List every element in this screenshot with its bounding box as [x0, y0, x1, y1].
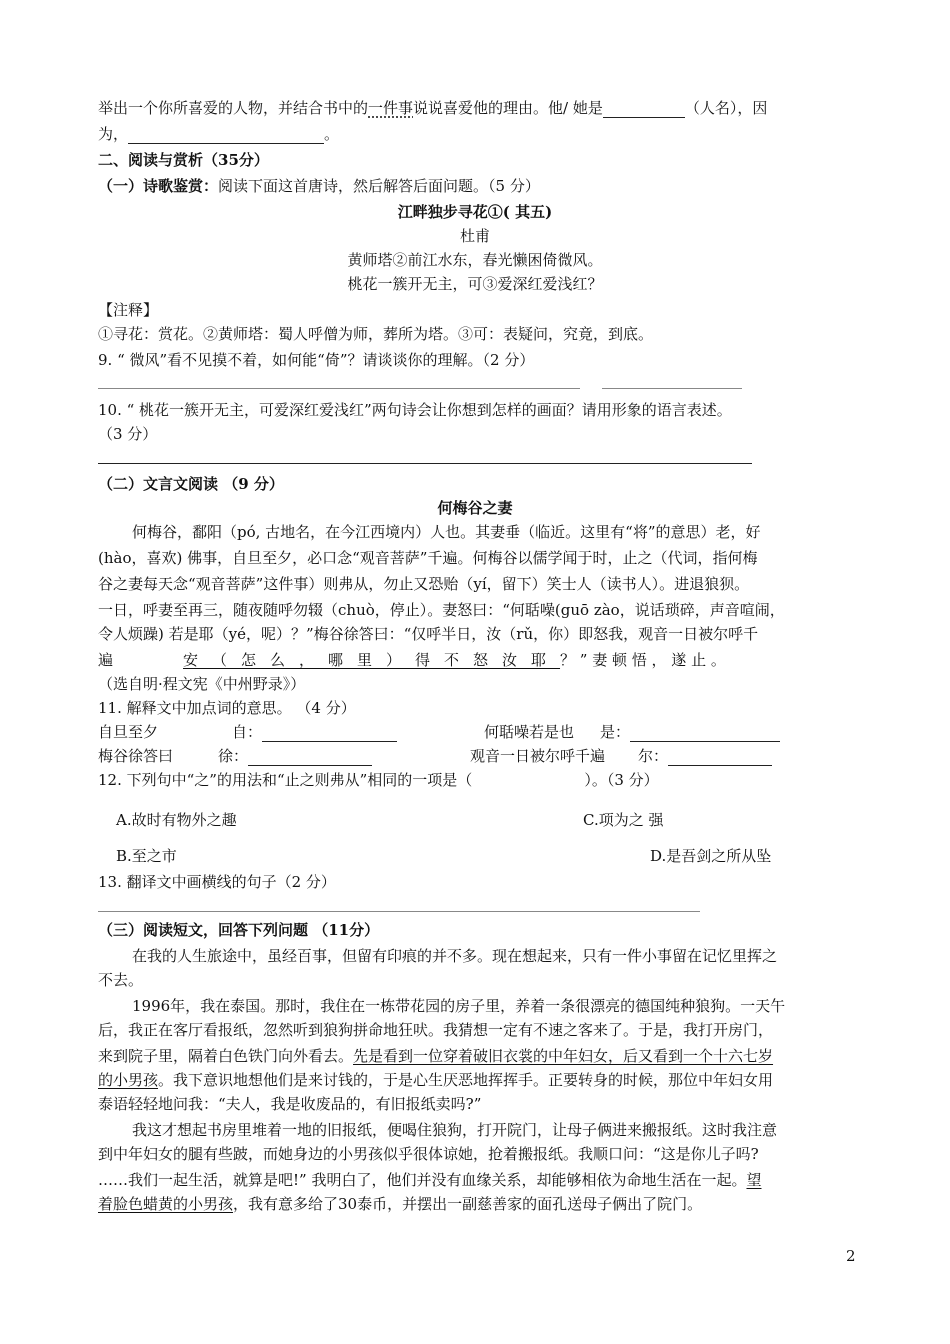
- classical-para-1: 何梅谷，鄱阳（pó, 古地名，在今江西境内）人也。其妻垂（临近。这里有“将”的意思）老，好: [132, 523, 761, 541]
- question-9: 9. “ 微风”看不见摸不着，如何能“倚”？请谈谈你的理解。（2 分）: [98, 351, 535, 369]
- modern-p3c: [98, 1170, 761, 1190]
- word-1-answer: [232, 722, 397, 742]
- label: 徐：: [218, 747, 249, 765]
- blank[interactable]: [630, 726, 780, 742]
- label: 自：: [232, 723, 263, 741]
- text: ）。（3 分）: [584, 771, 659, 789]
- answer-line-10[interactable]: [98, 463, 752, 464]
- word-1: 自旦至夕: [98, 723, 159, 741]
- option-c[interactable]: C.项为之 强: [583, 811, 664, 829]
- question-line-1: [98, 98, 767, 118]
- label: 尔：: [638, 747, 669, 765]
- modern-heading: （三）阅读短文，回答下列问题 （11分）: [98, 921, 380, 939]
- classical-para-3: 谷之妻每天念“观音菩萨”这件事）则弗从，勿止又恐贻（yí，留下）笑士人（读书人）。进退狼狈。: [98, 575, 750, 593]
- text: 。我下意识地想他们是来讨钱的，于是心生厌恶地挥挥手。正要转身的时候，那位中年妇女用: [158, 1071, 774, 1089]
- underlined-sentence: 望: [746, 1171, 762, 1189]
- classical-title: 何梅谷之妻: [437, 499, 513, 517]
- word-3: 梅谷徐答曰: [98, 747, 174, 765]
- text: ，我有意多给了30泰币，并摆出一副慈善家的面孔送母子俩出了院门。: [233, 1195, 703, 1213]
- text: 说说喜爱他的理由。他/ 她是: [413, 99, 603, 117]
- underlined-sentence: 安（怎么，哪里）得不怒汝耶: [183, 651, 561, 669]
- blank[interactable]: [262, 726, 397, 742]
- modern-p3d: [98, 1194, 702, 1214]
- poem-intro-text: 阅读下面这首唐诗，然后解答后面问题。（5 分）: [218, 177, 540, 195]
- modern-p3b: 到中年妇女的腿有些跛，而她身边的小男孩似乎很体谅她，抢着搬报纸。我顺口问：“这是你儿子吗?: [98, 1145, 759, 1163]
- word-4-answer: [638, 746, 772, 766]
- modern-p2a: 1996年，我在泰国。那时，我住在一栋带花园的房子里，养着一条很漂亮的德国纯种狼狗。一天午: [132, 997, 786, 1015]
- text: 举出一个你所喜爱的人物，并结合书中的: [98, 99, 369, 117]
- question-10-score: （3 分）: [98, 425, 158, 443]
- answer-line-13[interactable]: [98, 911, 700, 912]
- modern-p2d: [98, 1070, 773, 1090]
- poem-title: 江畔独步寻花①( 其五): [397, 203, 553, 221]
- modern-p1a: 在我的人生旅途中，虽经百事，但留有印痕的并不多。现在想起来，只有一件小事留在记忆里挥之: [132, 947, 778, 965]
- modern-p2e: 泰语轻轻地问我：“夫人，我是收废品的，有旧报纸卖吗?”: [98, 1095, 482, 1113]
- modern-p1b: 不去。: [98, 971, 144, 989]
- question-11: 11. 解释文中加点词的意思。 （4 分）: [98, 699, 356, 717]
- modern-p2b: 后，我正在客厅看报纸，忽然听到狼狗拼命地狂吠。我猜想一定有不速之客来了。于是，我打开房门，: [98, 1021, 774, 1039]
- blank[interactable]: [668, 750, 772, 766]
- text: 遍: [98, 651, 114, 669]
- underlined-sentence: 的小男孩: [98, 1071, 159, 1089]
- label: 是：: [600, 723, 631, 741]
- word-3-answer: [218, 746, 372, 766]
- text: 来到院子里，隔着白色铁门向外看去。: [98, 1047, 354, 1065]
- poem-author: 杜甫: [459, 227, 490, 245]
- modern-p2c: [98, 1046, 773, 1066]
- word-4: 观音一日被尔呼千遍: [470, 747, 606, 765]
- classical-heading: （二）文言文阅读 （9 分）: [98, 475, 284, 493]
- blank[interactable]: [248, 750, 372, 766]
- question-12: [98, 770, 659, 790]
- question-10: 10. “ 桃花一簇开无主，可爱深红爱浅红”两句诗会让你想到怎样的画面？请用形象的语言表述。: [98, 401, 732, 419]
- word-2-answer: [600, 722, 780, 742]
- underlined-sentence: 先是看到一位穿着破旧衣裳的中年妇女，后又看到一个十六七岁: [353, 1047, 774, 1065]
- word-2: 何聒噪若是也: [484, 723, 575, 741]
- classical-source: （选自明·程文宪《中州野录》）: [98, 675, 306, 693]
- question-line-2: [98, 124, 339, 144]
- answer-line-9b[interactable]: [602, 388, 742, 389]
- text: 12. 下列句中“之”的用法和“止之则弗从”相同的一项是（: [98, 771, 473, 789]
- classical-para-5: 令人烦躁) 若是耶（yé，呢）？”梅谷徐答曰：“仅呼半日，汝（rǔ，你）即怒我，观音一日被尔呼千: [98, 625, 759, 643]
- name-blank[interactable]: [603, 102, 685, 118]
- classical-para-2: (hào，喜欢) 佛事，自旦至夕，必口念“观音菩萨”千遍。何梅谷以儒学闻于时，止之（代词，指何梅: [98, 549, 758, 567]
- text: 。: [324, 125, 340, 143]
- poem-line-1: 黄师塔②前江水东，春光懒困倚微风。: [347, 251, 603, 269]
- page-number: 2: [846, 1247, 856, 1265]
- text: ……我们一起生活，就算是吧!” 我明白了，他们并没有血缘关系，却能够相依为命地生活在一起。: [98, 1171, 747, 1189]
- option-a[interactable]: A.故时有物外之趣: [116, 811, 237, 829]
- option-d[interactable]: D.是吾剑之所从坠: [650, 847, 772, 865]
- classical-para-4: 一日，呼妻至再三，随夜随呼勿辍（chuò，停止）。妻怒曰：“何聒噪(guō zào，说话琐碎，声音喧闹，: [98, 601, 785, 619]
- underlined-sentence: 着脸色蜡黄的小男孩: [98, 1195, 234, 1213]
- reason-blank[interactable]: [128, 128, 324, 144]
- modern-p3a: 我这才想起书房里堆着一地的旧报纸，便喝住狼狗，打开院门，让母子俩进来搬报纸。这时我注意: [132, 1121, 778, 1139]
- note-title: 【注释】: [98, 301, 159, 319]
- poem-intro: [98, 176, 540, 196]
- text: 为，: [98, 125, 129, 143]
- poem-line-2: 桃花一簇开无主，可③爱深红爱浅红？: [347, 275, 603, 293]
- text: （人名），因: [684, 99, 768, 117]
- text: ？ ” 妻 顿 悟 ， 遂 止 。: [560, 651, 726, 669]
- dotted-text: 一件事: [368, 99, 414, 117]
- note-text: ①寻花：赏花。②黄师塔：蜀人呼僧为师，葬所为塔。③可：表疑问，究竟，到底。: [98, 325, 654, 343]
- question-13: 13. 翻译文中画横线的句子（2 分）: [98, 873, 336, 891]
- answer-line-9a[interactable]: [98, 388, 580, 389]
- section-2-title: 二、阅读与赏析（35分）: [98, 151, 269, 169]
- poem-intro-label: （一）诗歌鉴赏：: [98, 177, 219, 195]
- option-b[interactable]: B.至之市: [116, 847, 177, 865]
- classical-para-6: [98, 650, 726, 670]
